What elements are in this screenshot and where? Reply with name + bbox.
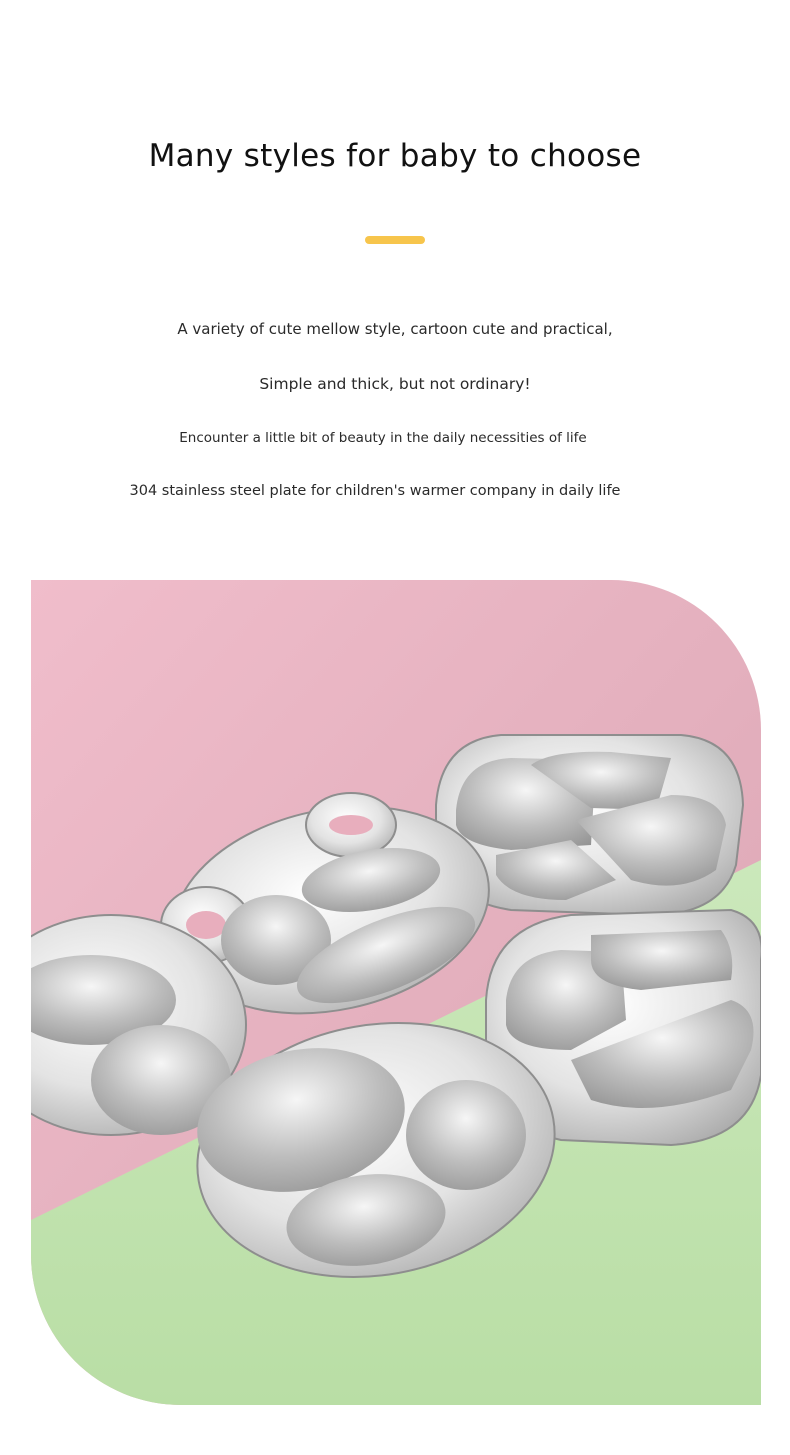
- product-photo-illustration: [31, 580, 761, 1405]
- description-line-1: A variety of cute mellow style, cartoon cute and practical,: [177, 320, 613, 338]
- page-title: Many styles for baby to choose: [148, 138, 642, 174]
- description-line-2: Simple and thick, but not ordinary!: [259, 375, 531, 393]
- description-line-4: 304 stainless steel plate for children's warmer company in daily life: [129, 483, 621, 499]
- title-accent-bar: [365, 236, 425, 244]
- product-photo: [31, 580, 761, 1405]
- description-line-3: Encounter a little bit of beauty in the daily necessities of life: [179, 430, 587, 446]
